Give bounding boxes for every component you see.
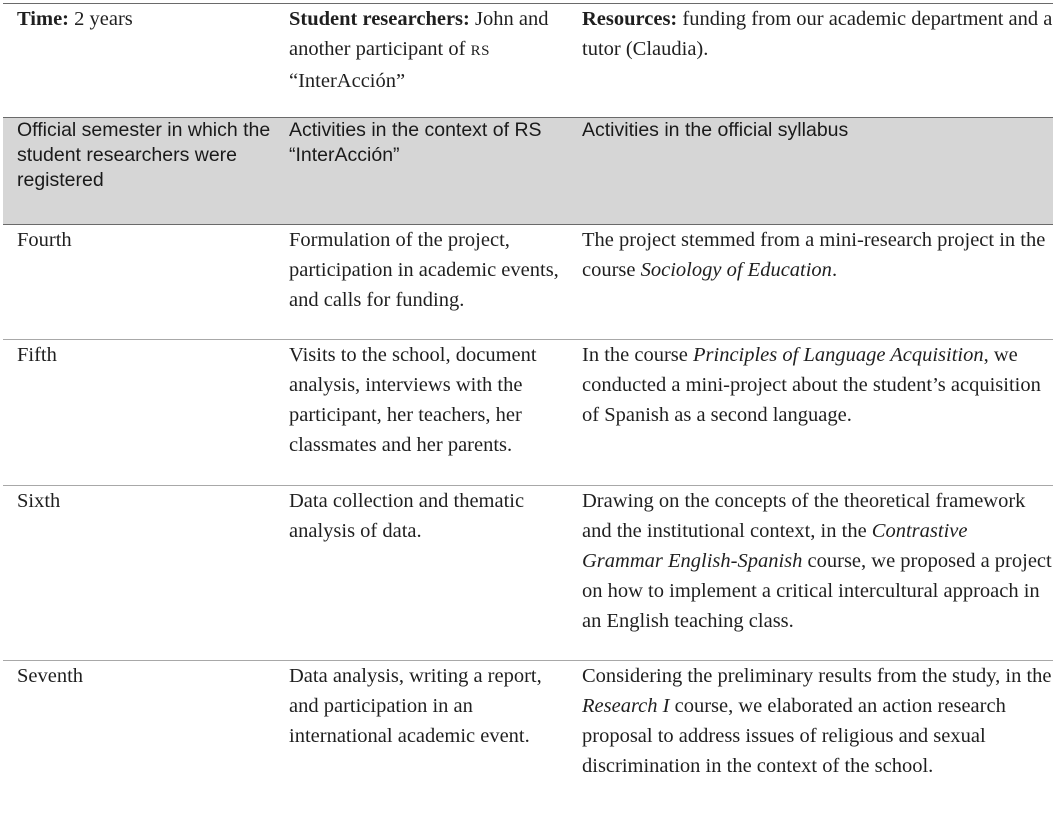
syllabus-text-end: course, we elaborated an action research proposal to address issues of religious and sexual discrimination in the context of the school. xyxy=(582,695,1006,777)
course-name: Sociology of Education xyxy=(640,259,832,281)
syllabus-text-end: , we conducted a mini-project about the student’s acquisition of Spanish as a second language. xyxy=(582,344,1041,426)
activities-cell: Data analysis, writing a report, and participation in an international academic event. xyxy=(289,665,542,747)
resources-label: Resources: xyxy=(582,8,678,30)
project-meta-row xyxy=(3,4,1053,118)
resources-value: funding from our academic department and a tutor (Claudia). xyxy=(582,8,1053,60)
researchers-label: Student researchers: xyxy=(289,8,470,30)
activities-cell: Data collection and thematic analysis of data. xyxy=(289,490,525,542)
researchers-cell xyxy=(271,4,568,118)
course-name: Principles of Language Acquisition xyxy=(693,344,984,366)
course-name: Contrastive Grammar English-Spanish xyxy=(582,520,968,572)
syllabus-text: In the course xyxy=(582,344,688,366)
researchers-rs-abbrev: RS xyxy=(470,43,490,59)
syllabus-cell xyxy=(568,340,1053,486)
syllabus-text: The project stemmed from a mini-research project in the course xyxy=(582,229,1046,281)
table-row xyxy=(3,486,1053,661)
syllabus-text-end: course, we proposed a project on how to implement a critical intercultural approach in an English teaching class. xyxy=(582,550,1052,632)
semester-cell: Fifth xyxy=(17,344,57,366)
header-syllabus: Activities in the official syllabus xyxy=(582,119,849,141)
time-label: Time: xyxy=(17,8,70,30)
researchers-value: John and another participant of xyxy=(289,8,549,60)
time-cell xyxy=(3,4,271,118)
resources-cell xyxy=(568,4,1053,118)
syllabus-text-end: . xyxy=(831,259,838,281)
header-semester: Official semester in which the student researchers were registered xyxy=(17,119,271,191)
time-value: 2 years xyxy=(74,8,133,30)
table-row xyxy=(3,225,1053,340)
table-row xyxy=(3,340,1053,486)
syllabus-cell xyxy=(568,486,1053,661)
activities-cell: Visits to the school, document analysis, interviews with the participant, her teachers, her classmates and her parents. xyxy=(289,344,537,456)
header-activities-rs: Activities in the context of RS “InterAcción” xyxy=(289,119,542,166)
research-activities-table xyxy=(3,3,1053,806)
activities-cell: Formulation of the project, participation in academic events, and calls for funding. xyxy=(289,229,559,311)
course-name: Research I xyxy=(582,695,670,717)
table-row xyxy=(3,661,1053,806)
syllabus-text: Considering the preliminary results from the study, in the xyxy=(582,665,1052,687)
column-header-row xyxy=(3,118,1053,225)
syllabus-text: Drawing on the concepts of the theoretical framework and the institutional context, in the xyxy=(582,490,1026,542)
syllabus-cell xyxy=(568,225,1053,340)
semester-cell: Sixth xyxy=(17,490,61,512)
semester-cell: Fourth xyxy=(17,229,72,251)
syllabus-cell xyxy=(568,661,1053,806)
researchers-group: “InterAcción” xyxy=(289,70,406,92)
semester-cell: Seventh xyxy=(17,665,84,687)
